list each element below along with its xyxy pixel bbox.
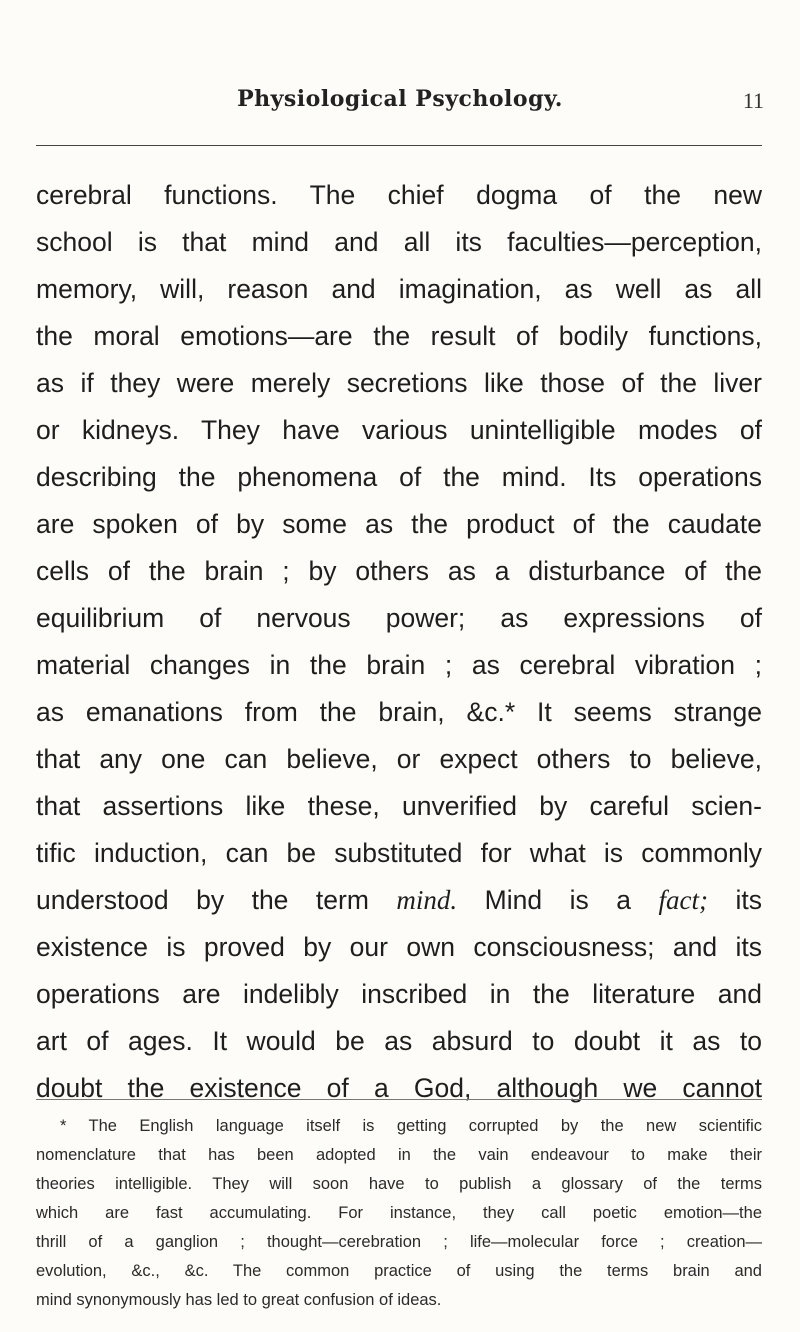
italic-word-mind: mind. — [396, 885, 458, 915]
body-line: memory, will, reason and imagination, as well as all — [36, 274, 762, 304]
body-text — [36, 172, 762, 1112]
body-line: or kidneys. They have various unintelligible modes of — [36, 415, 762, 445]
header-rule — [36, 145, 762, 146]
body-line: are spoken of by some as the product of the caudate — [36, 509, 762, 539]
body-line: material changes in the brain ; as cerebral vibration ; — [36, 650, 762, 680]
footnote-line: which are fast accumulating. For instance, they call poetic emotion—the — [36, 1204, 762, 1222]
line-text: Mind is a — [484, 885, 631, 915]
footnote-line: nomenclature that has been adopted in the vain endeavour to make their — [36, 1146, 762, 1164]
footnote — [36, 1112, 762, 1315]
body-line: as if they were merely secretions like those of the liver — [36, 368, 762, 398]
body-line: that any one can believe, or expect others to believe, — [36, 744, 762, 774]
page-header — [36, 72, 764, 122]
body-line: cells of the brain ; by others as a disturbance of the — [36, 556, 762, 586]
footnote-line: evolution, &c., &c. The common practice of using the terms brain and — [36, 1262, 762, 1280]
page-number: 11 — [742, 88, 764, 113]
body-line: cerebral functions. The chief dogma of the new — [36, 180, 762, 210]
body-line: operations are indelibly inscribed in the literature and — [36, 979, 762, 1009]
line-text: its — [735, 885, 762, 915]
footnote-line: thrill of a ganglion ; thought—cerebration ; life—molecular force ; creation— — [36, 1233, 762, 1251]
running-title: Physiological Psychology. — [237, 86, 563, 112]
footnote-line: * The English language itself is getting corrupted by the new scientific — [60, 1117, 762, 1135]
body-line: doubt the existence of a God, although we cannot — [36, 1073, 762, 1103]
footnote-line: theories intelligible. They will soon have to publish a glossary of the terms — [36, 1175, 762, 1193]
body-line: existence is proved by our own consciousness; and its — [36, 932, 762, 962]
body-line: art of ages. It would be as absurd to doubt it as to — [36, 1026, 762, 1056]
body-line: as emanations from the brain, &c.* It seems strange — [36, 697, 762, 727]
body-line: describing the phenomena of the mind. Its operations — [36, 462, 762, 492]
italic-word-fact: fact; — [658, 885, 708, 915]
body-line: the moral emotions—are the result of bodily functions, — [36, 321, 762, 351]
footnote-line: mind synonymously has led to great confusion of ideas. — [36, 1291, 442, 1309]
body-line: school is that mind and all its faculties—perception, — [36, 227, 762, 257]
footnote-rule — [36, 1099, 762, 1100]
body-line-with-italics — [36, 877, 762, 924]
line-text: understood by the term — [36, 885, 369, 915]
body-line: tific induction, can be substituted for what is commonly — [36, 838, 762, 868]
body-line: equilibrium of nervous power; as expressions of — [36, 603, 762, 633]
body-line: that assertions like these, unverified by careful scien- — [36, 791, 762, 821]
